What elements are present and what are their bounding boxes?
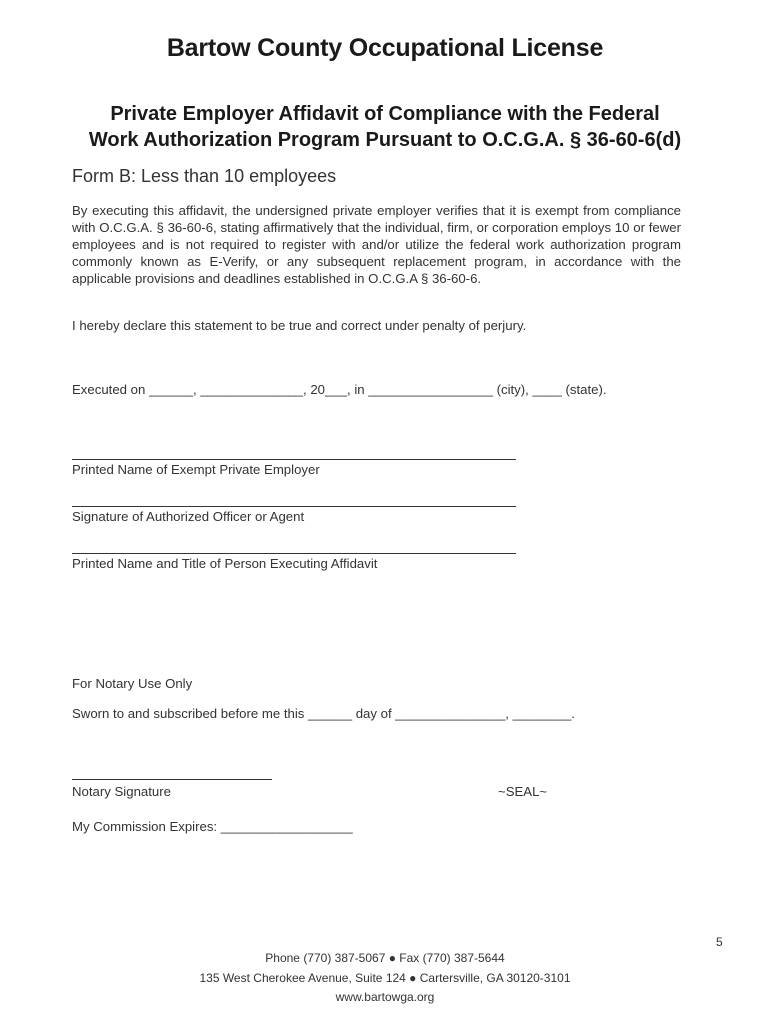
affidavit-subtitle bbox=[0, 101, 770, 153]
commission-expires-line: My Commission Expires: __________________ bbox=[72, 819, 353, 834]
executor-title-signature-line bbox=[72, 553, 516, 554]
printed-name-signature-line bbox=[72, 459, 516, 460]
affidavit-body-paragraph: By executing this affidavit, the undersigned private employer verifies that it is exempt from compliance with O.C.G.A. § 36-60-6, stating affirmatively that the individual, firm, or corporation employs 10 or fewer employees and is not required to register with and/or utilize the federal work authorization program commonly known as E-Verify, or any subsequent replacement program, in accordance with the applicable provisions and deadlines established in O.C.G.A § 36-60-6. bbox=[72, 203, 681, 286]
notary-signature-label: Notary Signature bbox=[72, 784, 171, 799]
footer-address: 135 West Cherokee Avenue, Suite 124 ● Cartersville, GA 30120-3101 bbox=[199, 971, 571, 985]
page-number: 5 bbox=[716, 935, 723, 949]
footer-website: www.bartowga.org bbox=[335, 990, 435, 1004]
notary-signature-line bbox=[72, 779, 272, 780]
form-type-label: Form B: Less than 10 employees bbox=[72, 166, 337, 186]
printed-name-label: Printed Name of Exempt Private Employer bbox=[72, 462, 320, 477]
footer-contact: Phone (770) 387-5067 ● Fax (770) 387-5644 bbox=[265, 951, 505, 965]
sworn-subscribed-line: Sworn to and subscribed before me this ______ day of _______________, ________. bbox=[72, 706, 575, 721]
perjury-declaration: I hereby declare this statement to be true and correct under penalty of perjury. bbox=[72, 318, 527, 333]
subtitle-line-1: Private Employer Affidavit of Compliance with the Federal bbox=[110, 103, 660, 125]
authorized-signature-label: Signature of Authorized Officer or Agent bbox=[72, 509, 305, 524]
notary-use-heading: For Notary Use Only bbox=[72, 676, 193, 691]
page-title: Bartow County Occupational License bbox=[166, 34, 604, 62]
executed-on-line: Executed on ______, ______________, 20___, in _________________ (city), ____ (state). bbox=[72, 382, 607, 397]
executor-title-label: Printed Name and Title of Person Executing Affidavit bbox=[72, 556, 378, 571]
authorized-signature-line bbox=[72, 506, 516, 507]
subtitle-line-2: Work Authorization Program Pursuant to O.C.G.A. § 36-60-6(d) bbox=[88, 129, 682, 151]
seal-label: ~SEAL~ bbox=[498, 784, 548, 799]
